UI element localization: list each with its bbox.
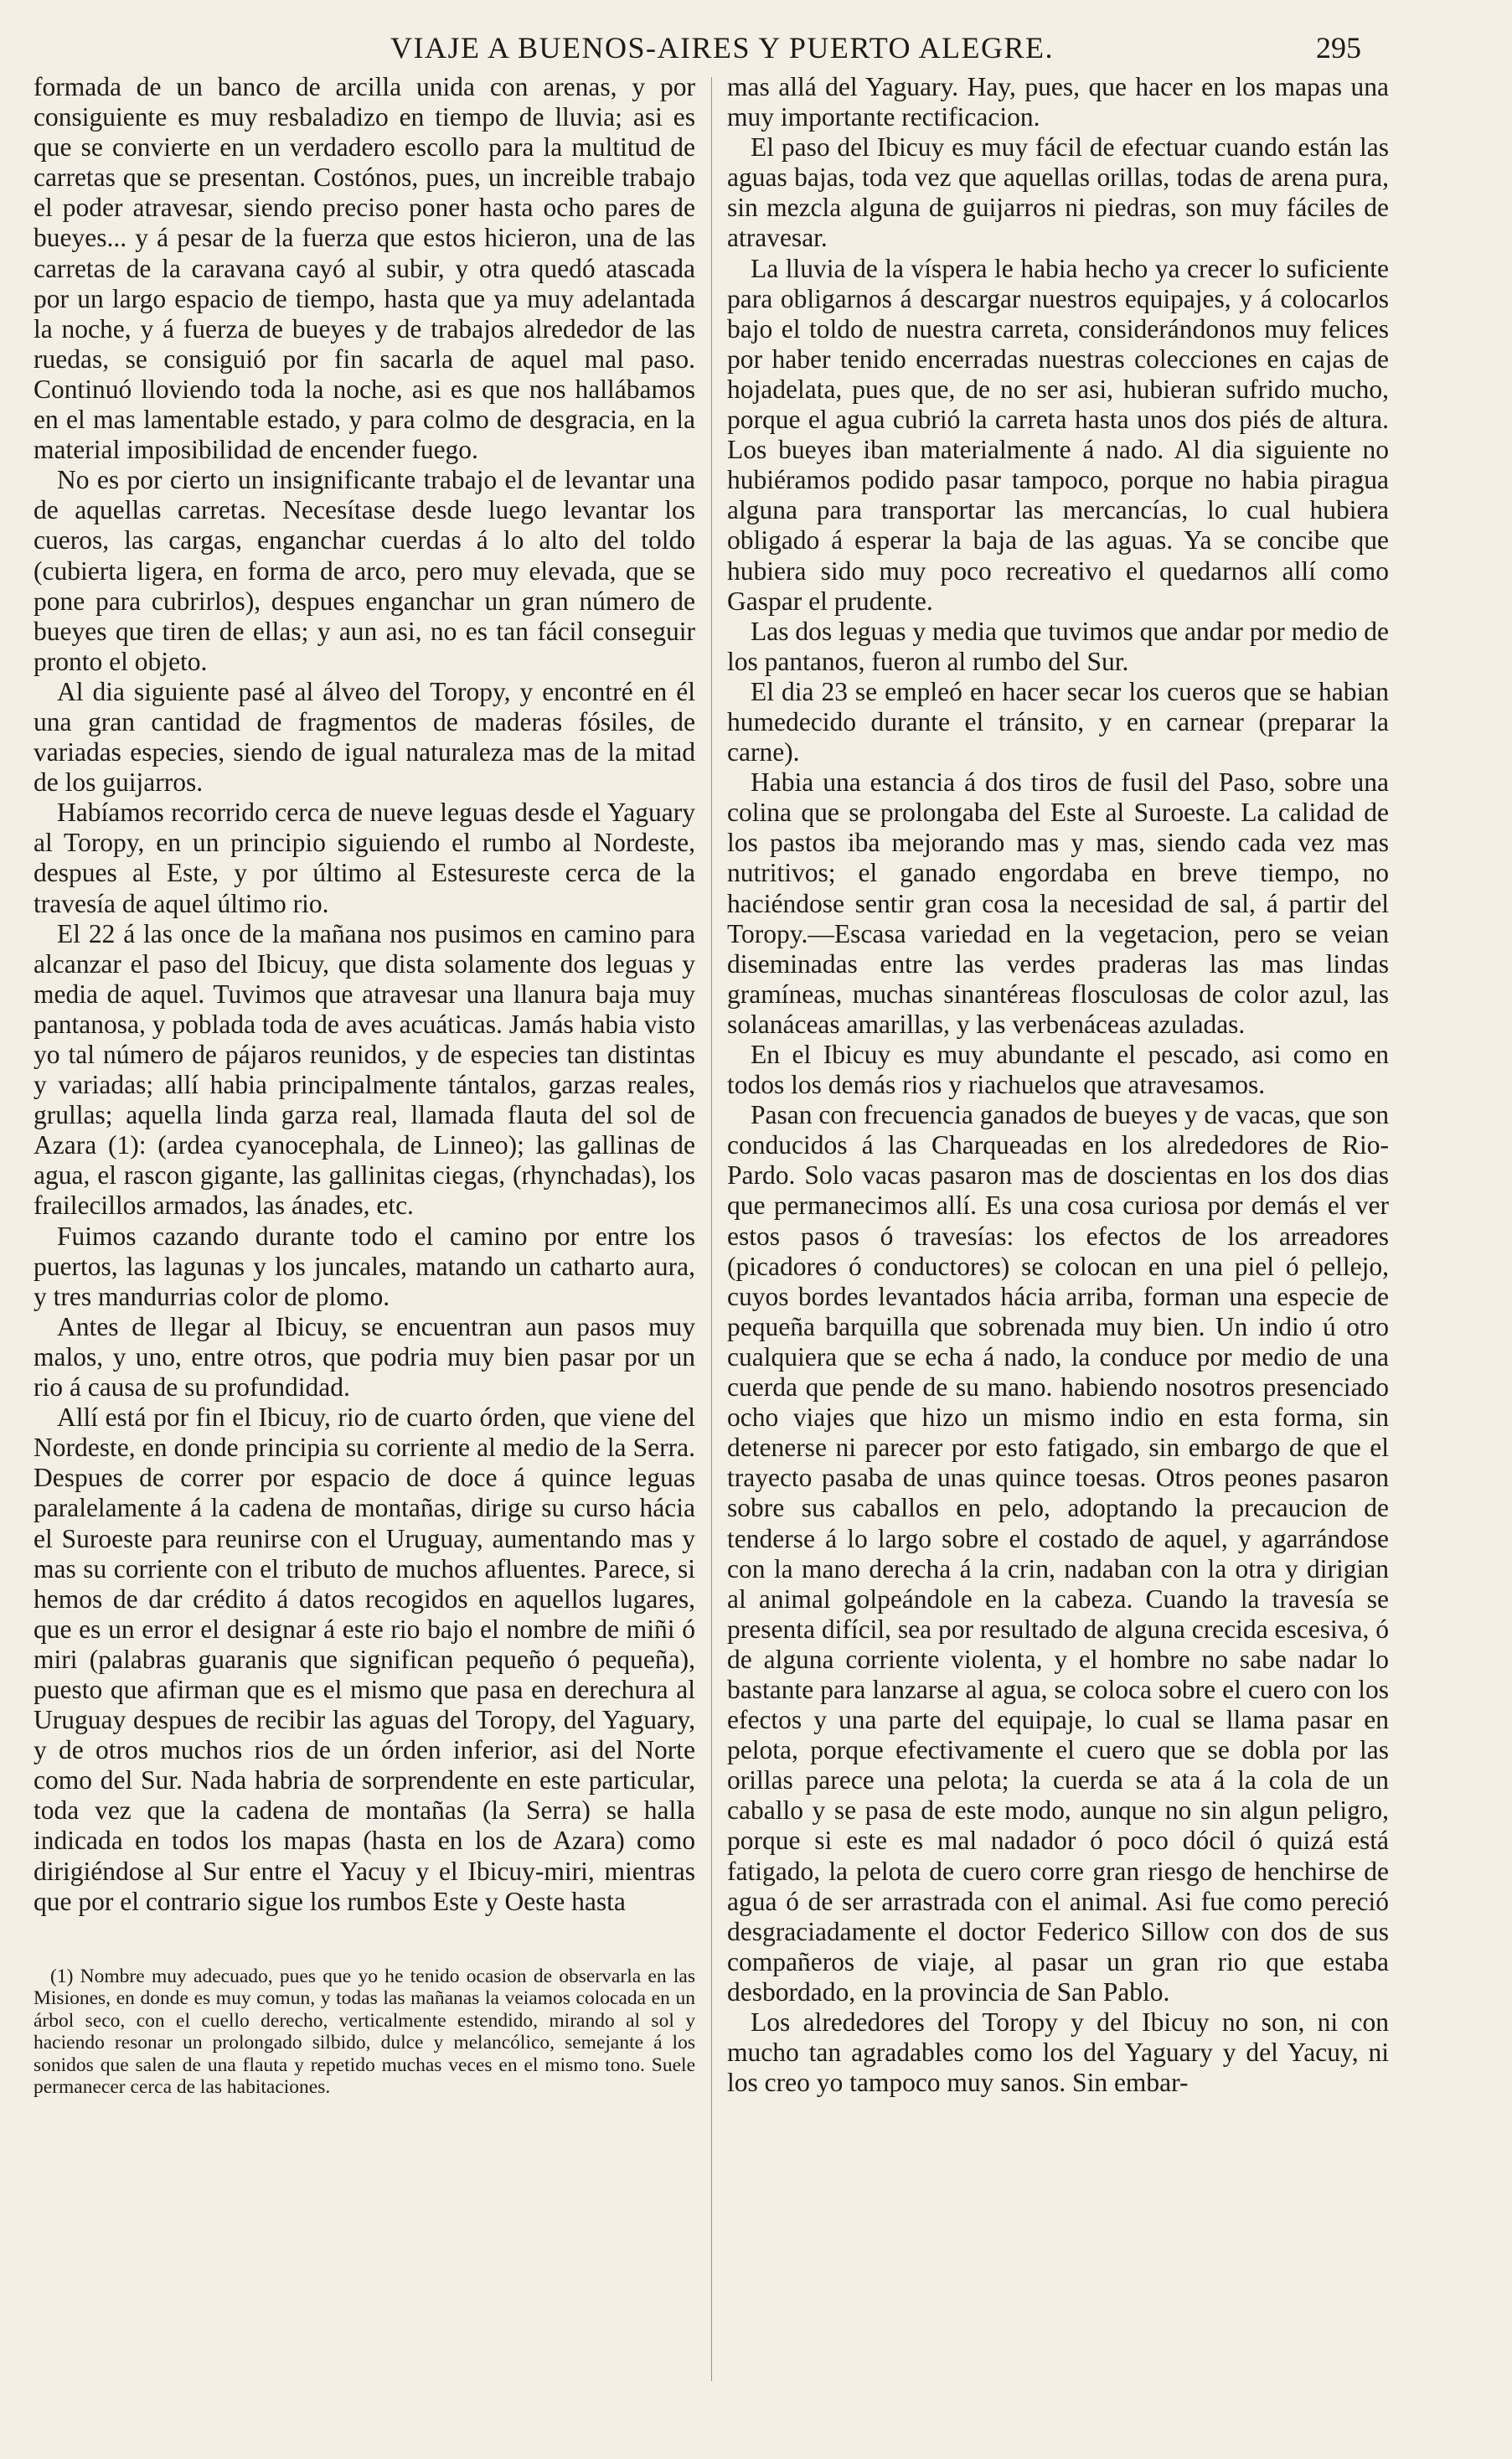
paragraph: La lluvia de la víspera le habia hecho ya crecer lo suficiente para obligarnos á descargar nuestros equipajes, y á colocarlos bajo el toldo de nuestra carreta, considerándonos muy felices por haber tenido encerradas nuestras colecciones en cajas de hojadelata, pues que, de no ser asi, hubieran sufrido mucho, porque el agua cubrió la carreta hasta unos dos piés de altura. Los bueyes iban materialmente á nado. Al dia siguiente no hubiéramos podido pasar tampoco, porque no habia piragua alguna para transportar las mercancías, lo cual hubiera obligado á esperar la baja de las aguas. Ya se concibe que hubiera sido muy poco recreativo el quedarnos allí como Gaspar el prudente. bbox=[727, 253, 1389, 616]
paragraph: formada de un banco de arcilla unida con arenas, y por consiguiente es muy resbaladizo en tiempo de lluvia; asi es que se convierte en un verdadero escollo para la multitud de carretas que se presentan. Costónos, pues, un increible trabajo el poder atravesar, siendo preciso poner hasta ocho pares de bueyes... y á pesar de la fuerza que estos hicieron, una de las carretas de la caravana cayó al subir, y otra quedó atascada por un largo espacio de tiempo, hasta que ya muy adelantada la noche, y á fuerza de bueyes y de trabajos alrededor de las ruedas, se consiguió por fin sacarla de aquel mal paso. Continuó lloviendo toda la noche, asi es que nos hallábamos en el mas lamentable estado, y para colmo de desgracia, en la material imposibilidad de encender fuego. bbox=[34, 72, 695, 465]
page-number: 295 bbox=[1316, 31, 1361, 65]
paragraph: El 22 á las once de la mañana nos pusimos en camino para alcanzar el paso del Ibicuy, que dista solamente dos leguas y media de aquel. Tuvimos que atravesar una llanura baja muy pantanosa, y poblada toda de aves acuáticas. Jamás habia visto yo tal número de pájaros reunidos, y de especies tan distintas y variadas; allí habia principalmente tántalos, garzas reales, grullas; aquella linda garza real, llamada flauta del sol de Azara (1): (ardea cyanocephala, de Linneo); las gallinas de agua, el rascon gigante, las gallinitas ciegas, (rhynchadas), los frailecillos armados, las ánades, etc. bbox=[34, 918, 695, 1221]
paragraph: Antes de llegar al Ibicuy, se encuentran aun pasos muy malos, y uno, entre otros, que podria muy bien pasar por un rio á causa de su profundidad. bbox=[34, 1311, 695, 1403]
left-column bbox=[34, 72, 695, 2099]
paragraph: Habíamos recorrido cerca de nueve leguas desde el Yaguary al Toropy, en un principio siguiendo el rumbo al Nordeste, despues al Este, y por último al Estesureste cerca de la travesía de aquel último rio. bbox=[34, 798, 695, 918]
paragraph: Pasan con frecuencia ganados de bueyes y de vacas, que son conducidos á las Charqueadas en los alrededores de Rio-Pardo. Solo vacas pasaron mas de doscientas en los dos dias que permanecimos allí. Es una cosa curiosa por demás el ver estos pasos ó travesías: los efectos de los arreadores (picadores ó conductores) se colocan en una piel ó pellejo, cuyos bordes levantados hácia arriba, forman una especie de pequeña barquilla que sobrenada muy bien. Un indio ú otro cualquiera que se echa á nado, la conduce por medio de una cuerda que pende de su mano. habiendo nosotros presenciado ocho viajes que hizo un mismo indio en esta forma, sin detenerse ni parecer por esto fatigado, sin embargo de que el trayecto pasaba de unas quince toesas. Otros peones pasaron sobre sus caballos en pelo, adoptando la precaucion de tenderse á lo largo sobre el costado de aquel, y agarrándose con la mano derecha á la crin, nadaban con la otra y dirigian al animal golpeándole en la cabeza. Cuando la travesía se presenta difícil, sea por resultado de alguna crecida escesiva, ó de alguna corriente violenta, y el hombre no sabe nadar lo bastante para lanzarse al agua, se coloca sobre el cuero con los efectos y una parte del equipaje, lo cual se llama pasar en pelota, porque efectivamente el cuero que se dobla por las orillas parece una pelota; la cuerda se ata á la cola de un caballo y se pasa de este modo, aunque no sin algun peligro, porque si este es mal nadador ó poco dócil ó quizá está fatigado, la pelota de cuero corre gran riesgo de henchirse de agua ó de ser arrastrada con el animal. Asi fue como pereció desgraciadamente el doctor Federico Sillow con dos de sus compañeros de viaje, al pasar un gran rio que estaba desbordado, en la provincia de San Pablo. bbox=[727, 1100, 1389, 2007]
paragraph: En el Ibicuy es muy abundante el pescado, asi como en todos los demás rios y riachuelos que atravesamos. bbox=[727, 1040, 1389, 1100]
paragraph: Los alrededores del Toropy y del Ibicuy no son, ni con mucho tan agradables como los del Yaguary y del Yacuy, ni los creo yo tampoco muy sanos. Sin embar- bbox=[727, 2007, 1389, 2098]
paragraph: Las dos leguas y media que tuvimos que andar por medio de los pantanos, fueron al rumbo del Sur. bbox=[727, 616, 1389, 676]
paragraph: El paso del Ibicuy es muy fácil de efectuar cuando están las aguas bajas, toda vez que aquellas orillas, todas de arena pura, sin mezcla alguna de guijarros ni piedras, son muy fáciles de atravesar. bbox=[727, 132, 1389, 253]
running-title: VIAJE A BUENOS-AIRES Y PUERTO ALEGRE. bbox=[390, 31, 1055, 65]
paragraph: Fuimos cazando durante todo el camino por entre los puertos, las lagunas y los juncales, matando un catharto aura, y tres mandurrias color de plomo. bbox=[34, 1221, 695, 1311]
paragraph: Allí está por fin el Ibicuy, rio de cuarto órden, que viene del Nordeste, en donde principia su corriente al medio de la Serra. Despues de correr por espacio de doce á quince leguas paralelamente á la cadena de montañas, dirige su curso hácia el Suroeste para reunirse con el Uruguay, aumentando mas y mas su corriente con el tributo de muchos afluentes. Parece, si hemos de dar crédito á datos recogidos en aquellos lugares, que es un error el designar á este rio bajo el nombre de miñi ó miri (palabras guaranis que significan pequeño ó pequeña), puesto que afirman que es el mismo que pasa en derechura al Uruguay despues de recibir las aguas del Toropy, del Yaguary, y de otros muchos rios de un órden inferior, asi del Norte como del Sur. Nada habria de sorprendente en este particular, toda vez que la cadena de montañas (la Serra) se halla indicada en todos los mapas (hasta en los de Azara) como dirigiéndose al Sur entre el Yacuy y el Ibicuy-miri, mientras que por el contrario sigue los rumbos Este y Oeste hasta bbox=[34, 1403, 695, 1916]
paragraph: El dia 23 se empleó en hacer secar los cueros que se habian humedecido durante el tránsito, y en carnear (preparar la carne). bbox=[727, 676, 1389, 767]
paragraph: mas allá del Yaguary. Hay, pues, que hacer en los mapas una muy importante rectificacion. bbox=[727, 72, 1389, 132]
paragraph: Habia una estancia á dos tiros de fusil del Paso, sobre una colina que se prolongaba del Este al Suroeste. La calidad de los pastos iba mejorando mas y mas, siendo cada vez mas nutritivos; el ganado engordaba en breve tiempo, no haciéndose sentir gran cosa la necesidad de sal, á partir del Toropy.—Escasa variedad en la vegetacion, pero se veian diseminadas entre las verdes praderas las mas lindas gramíneas, muchas sinantéreas flosculosas de color azul, las solanáceas amarillas, y las verbenáceas azuladas. bbox=[727, 767, 1389, 1039]
paragraph: No es por cierto un insignificante trabajo el de levantar una de aquellas carretas. Necesítase desde luego levantar los cueros, las cargas, enganchar cuerdas á lo alto del toldo (cubierta ligera, en forma de arco, pero muy elevada, que se pone para cubrirlos), despues enganchar un gran número de bueyes que tiren de ellas; y aun asi, no es tan fácil conseguir pronto el objeto. bbox=[34, 465, 695, 676]
footnote: (1) Nombre muy adecuado, pues que yo he tenido ocasion de observarla en las Misiones, en donde es muy comun, y todas las mañanas la veiamos colocada en un árbol seco, con el cuello derecho, verticalmente estendido, mirando al sol y haciendo resonar un prolongado silbido, dulce y melancólico, semejante á los sonidos que salen de una flauta y repetido muchas veces en el mismo tono. Suele permanecer cerca de las habitaciones. bbox=[34, 1965, 695, 2099]
running-header bbox=[30, 30, 1370, 67]
right-column bbox=[727, 72, 1389, 2098]
column-divider bbox=[711, 77, 712, 2381]
paragraph: Al dia siguiente pasé al álveo del Toropy, y encontré en él una gran cantidad de fragmentos de maderas fósiles, de variadas especies, siendo de igual naturaleza mas de la mitad de los guijarros. bbox=[34, 676, 695, 798]
